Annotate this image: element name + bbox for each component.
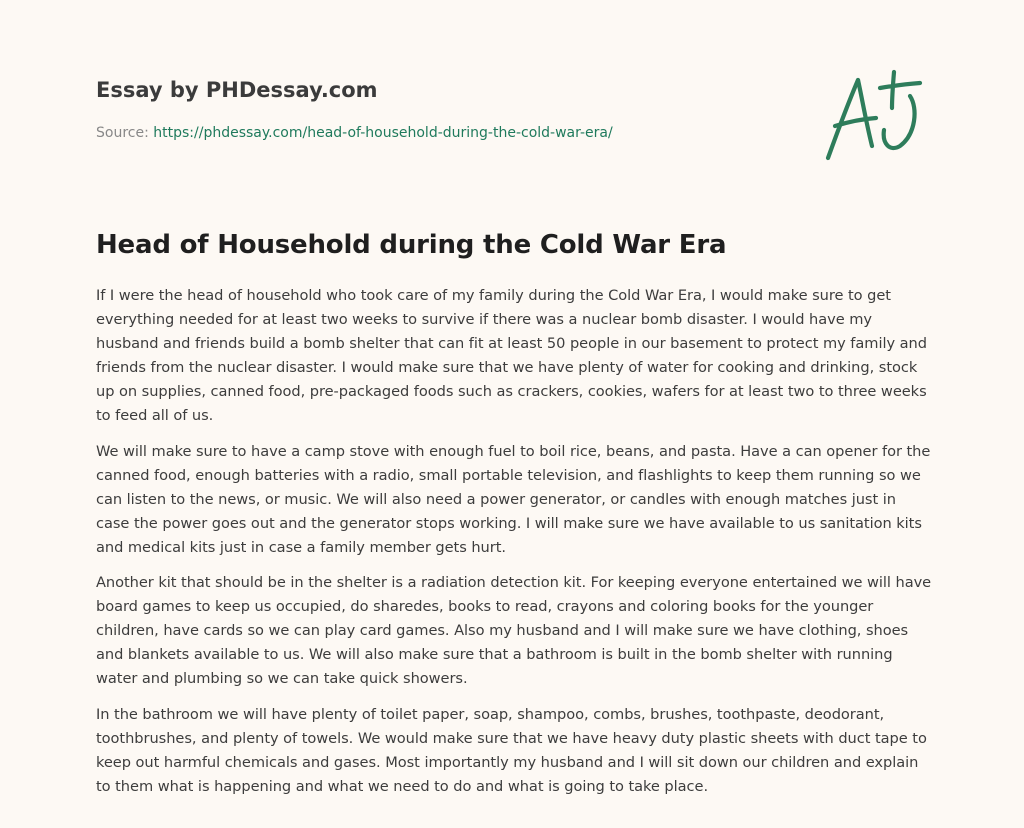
essay-title: Head of Household during the Cold War Era: [96, 230, 727, 260]
essay-paragraph: We will make sure to have a camp stove with enough fuel to boil rice, beans, and pasta. Have a can opener for the canned food, enough batteries with a radio, small portable television, and flashlights to keep them running so we can listen to the news, or music. We will also need a power generator, or candles with enough matches just in case the power goes out and the generator stops working. I will make sure we have available to us sanitation kits and medical kits just in case a family member gets hurt.: [96, 442, 931, 556]
site-title: Essay by PHDessay.com: [96, 78, 378, 102]
essay-paragraph: In the bathroom we will have plenty of toilet paper, soap, shampoo, combs, brushes, toothpaste, deodorant, toothbrushes, and plenty of towels. We would make sure that we have heavy duty plastic sheets with duct tape to keep out harmful chemicals and gases. Most importantly my husband and I will sit down our children and explain to them what is happening and what we need to do and what is going to take place.: [96, 705, 927, 795]
essay-paragraph: If I were the head of household who took care of my family during the Cold War Era, I would make sure to get everything needed for at least two weeks to survive if there was a nuclear bomb disaster. I would have my husband and friends build a bomb shelter that can fit at least 50 people in our basement to protect my family and friends from the nuclear disaster. I would make sure that we have plenty of water for cooking and drinking, stock up on supplies, canned food, pre-packaged foods such as crackers, cookies, wafers for at least two to three weeks to feed all of us.: [96, 287, 927, 424]
essay-body: [96, 284, 932, 810]
source-label: Source:: [96, 125, 154, 141]
a-plus-grade-icon: [822, 66, 928, 166]
essay-paragraph: Another kit that should be in the shelter is a radiation detection kit. For keeping everyone entertained we will have board games to keep us occupied, do sharedes, books to read, crayons and coloring books for the younger children, have cards so we can play card games. Also my husband and I will make sure we have clothing, shoes and blankets available to us. We will also make sure that a bathroom is built in the bomb shelter with running water and plumbing so we can take quick showers.: [96, 574, 932, 687]
source-link[interactable]: https://phdessay.com/head-of-household-during-the-cold-war-era/: [153, 125, 613, 141]
source-line: [96, 123, 796, 143]
page-header: [96, 74, 796, 143]
